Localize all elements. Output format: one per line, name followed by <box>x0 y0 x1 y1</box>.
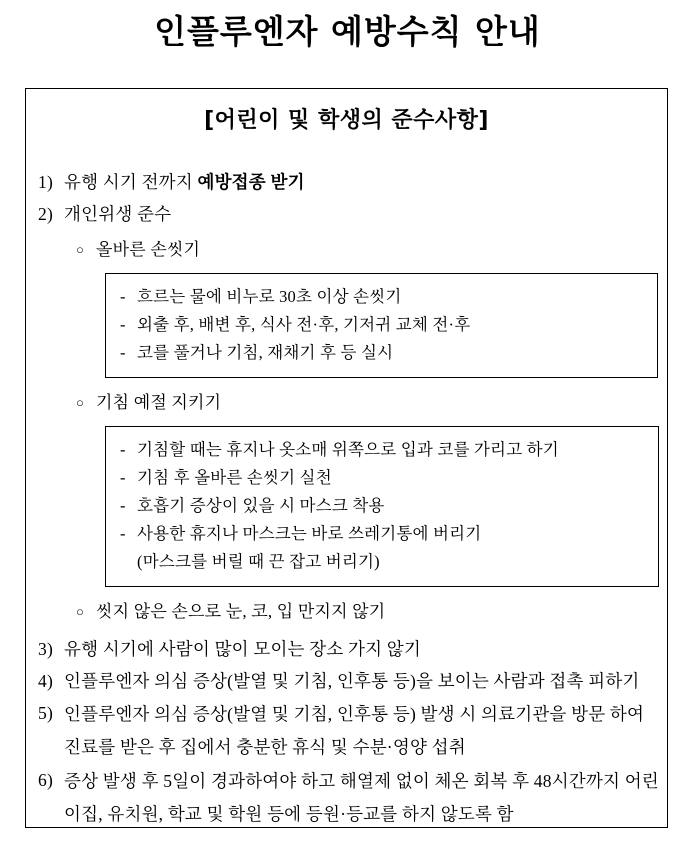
list-marker-1: 1) <box>38 172 53 192</box>
list-text-4: 인플루엔자 의심 증상(발열 및 기침, 인후통 등)을 보이는 사람과 접촉 피하기 <box>64 671 640 691</box>
cough-box-line <box>120 436 658 464</box>
cough-box-text: 호흡기 증상이 있을 시 마스크 착용 <box>137 496 385 515</box>
list-marker-2: 2) <box>38 204 53 224</box>
sub-item-no-face-touch <box>76 597 661 627</box>
list-marker-6: 6) <box>38 770 53 790</box>
dash-marker: - <box>120 343 126 362</box>
handwash-detail-box <box>105 273 658 378</box>
guidelines-list <box>26 167 669 832</box>
cough-box-line <box>120 492 658 520</box>
handwash-box-text: 외출 후, 배변 후, 식사 전·후, 기저귀 교체 전·후 <box>137 315 471 334</box>
cough-detail-box <box>105 426 659 587</box>
handwash-box-text: 흐르는 물에 비누로 30초 이상 손씻기 <box>137 287 402 306</box>
dash-marker: - <box>120 468 126 487</box>
list-text-1-emphasis: 예방접종 받기 <box>197 172 305 192</box>
handwash-box-text: 코를 풀거나 기침, 재채기 후 등 실시 <box>137 343 394 362</box>
list-text-5-line1: 인플루엔자 의심 증상(발열 및 기침, 인후통 등) 발생 시 의료기관을 방문 <box>64 704 606 724</box>
sub-item-no-face-touch-label: 씻지 않은 손으로 눈, 코, 입 만지지 않기 <box>96 602 386 621</box>
list-item-3 <box>38 634 661 665</box>
list-item-5 <box>38 698 661 764</box>
list-marker-4: 4) <box>38 671 53 691</box>
bullet-circle-icon: ○ <box>76 395 85 410</box>
list-item-1 <box>38 167 661 198</box>
dash-marker: - <box>120 524 126 543</box>
handwash-box-line <box>120 339 657 367</box>
handwash-box-line <box>120 311 657 339</box>
sub-item-handwash <box>76 235 661 265</box>
cough-box-text: 기침할 때는 휴지나 옷소매 위쪽으로 입과 코를 가리고 하기 <box>137 440 559 459</box>
content-frame <box>25 88 668 828</box>
list-text-6-line2: 어린이집, 유치원, 학교 및 학원 등에 등원·등교를 하지 않도록 함 <box>64 771 659 824</box>
list-marker-5: 5) <box>38 703 53 723</box>
list-text-6-line1: 증상 발생 후 5일이 경과하여야 하고 해열제 없이 체온 회복 후 48시간까지 <box>64 771 621 791</box>
document-subtitle: [어린이 및 학생의 준수사항] <box>204 108 489 133</box>
list-text-6 <box>64 765 661 831</box>
list-item-4 <box>38 666 661 697</box>
cough-box-continuation-text: (마스크를 버릴 때 끈 잡고 버리기) <box>137 552 380 571</box>
bullet-circle-icon: ○ <box>76 604 85 619</box>
list-text-1 <box>64 167 661 198</box>
sub-item-cough-label: 기침 예절 지키기 <box>96 393 222 412</box>
list-text-2: 개인위생 준수 <box>64 204 172 224</box>
cough-box-line <box>120 520 658 548</box>
list-text-3: 유행 시기에 사람이 많이 모이는 장소 가지 않기 <box>64 639 422 659</box>
cough-box-text: 기침 후 올바른 손씻기 실천 <box>137 468 332 487</box>
list-text-1-plain: 유행 시기 전까지 <box>64 172 198 192</box>
cough-box-continuation-line <box>120 548 658 576</box>
list-text-5 <box>64 698 661 764</box>
list-item-2 <box>38 199 661 230</box>
cough-box-line <box>120 464 658 492</box>
bullet-circle-icon: ○ <box>76 242 85 257</box>
document-title: 인플루엔자 예방수칙 안내 <box>154 12 541 51</box>
list-marker-3: 3) <box>38 639 53 659</box>
dash-marker: - <box>120 496 126 515</box>
handwash-box-line <box>120 283 657 311</box>
list-text-5-line2: 하여 진료를 받은 후 집에서 충분한 휴식 및 수분·영양 섭취 <box>64 704 645 757</box>
sub-item-cough-etiquette <box>76 388 661 418</box>
dash-marker: - <box>120 287 126 306</box>
dash-marker: - <box>120 440 126 459</box>
sub-item-handwash-label: 올바른 손씻기 <box>96 240 201 259</box>
list-item-6 <box>38 765 661 831</box>
dash-marker: - <box>120 315 126 334</box>
cough-box-text: 사용한 휴지나 마스크는 바로 쓰레기통에 버리기 <box>137 524 482 543</box>
